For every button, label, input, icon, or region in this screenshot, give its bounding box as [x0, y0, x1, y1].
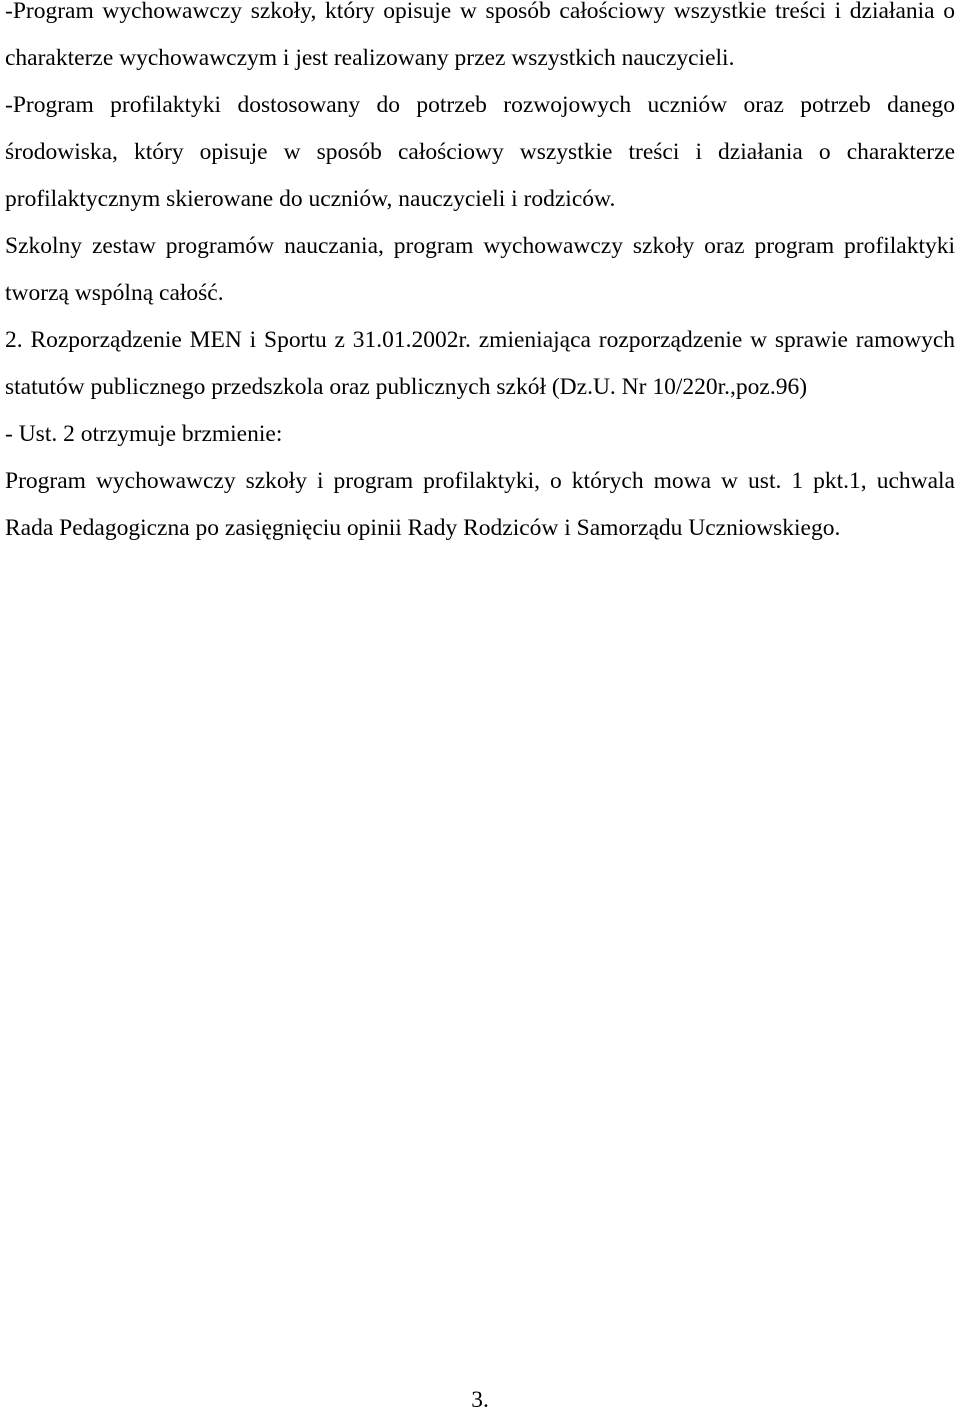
paragraph-ust-2: - Ust. 2 otrzymuje brzmienie:: [5, 421, 283, 447]
paragraph-program-wychowawczy: -Program wychowawczy szkoły, który opisuje w sposób całościowy wszystkie treści i działania o charakterze wychowawczym i jest realizowany przez wszystkich nauczycieli.: [5, 0, 955, 71]
page-number: 3.: [471, 1387, 489, 1413]
document-body: [5, 0, 955, 552]
paragraph-uchwala: Program wychowawczy szkoły i program profilaktyki, o których mowa w ust. 1 pkt.1, uchwala Rada Pedagogiczna po zasięgnięciu opinii Rady Rodziców i Samorządu Uczniowskiego.: [5, 468, 955, 541]
paragraph-program-profilaktyki: -Program profilaktyki dostosowany do potrzeb rozwojowych uczniów oraz potrzeb danego środowiska, który opisuje w sposób całościowy wszystkie treści i działania o charakterze profilaktycznym skierowane do uczniów, nauczycieli i rodziców.: [5, 92, 955, 212]
paragraph-szkolny-zestaw: Szkolny zestaw programów nauczania, program wychowawczy szkoły oraz program profilaktyki tworzą wspólną całość.: [5, 233, 955, 306]
paragraph-rozporzadzenie: 2. Rozporządzenie MEN i Sportu z 31.01.2002r. zmieniająca rozporządzenie w sprawie ramowych statutów publicznego przedszkola oraz publicznych szkół (Dz.U. Nr 10/220r.,poz.96): [5, 327, 955, 400]
